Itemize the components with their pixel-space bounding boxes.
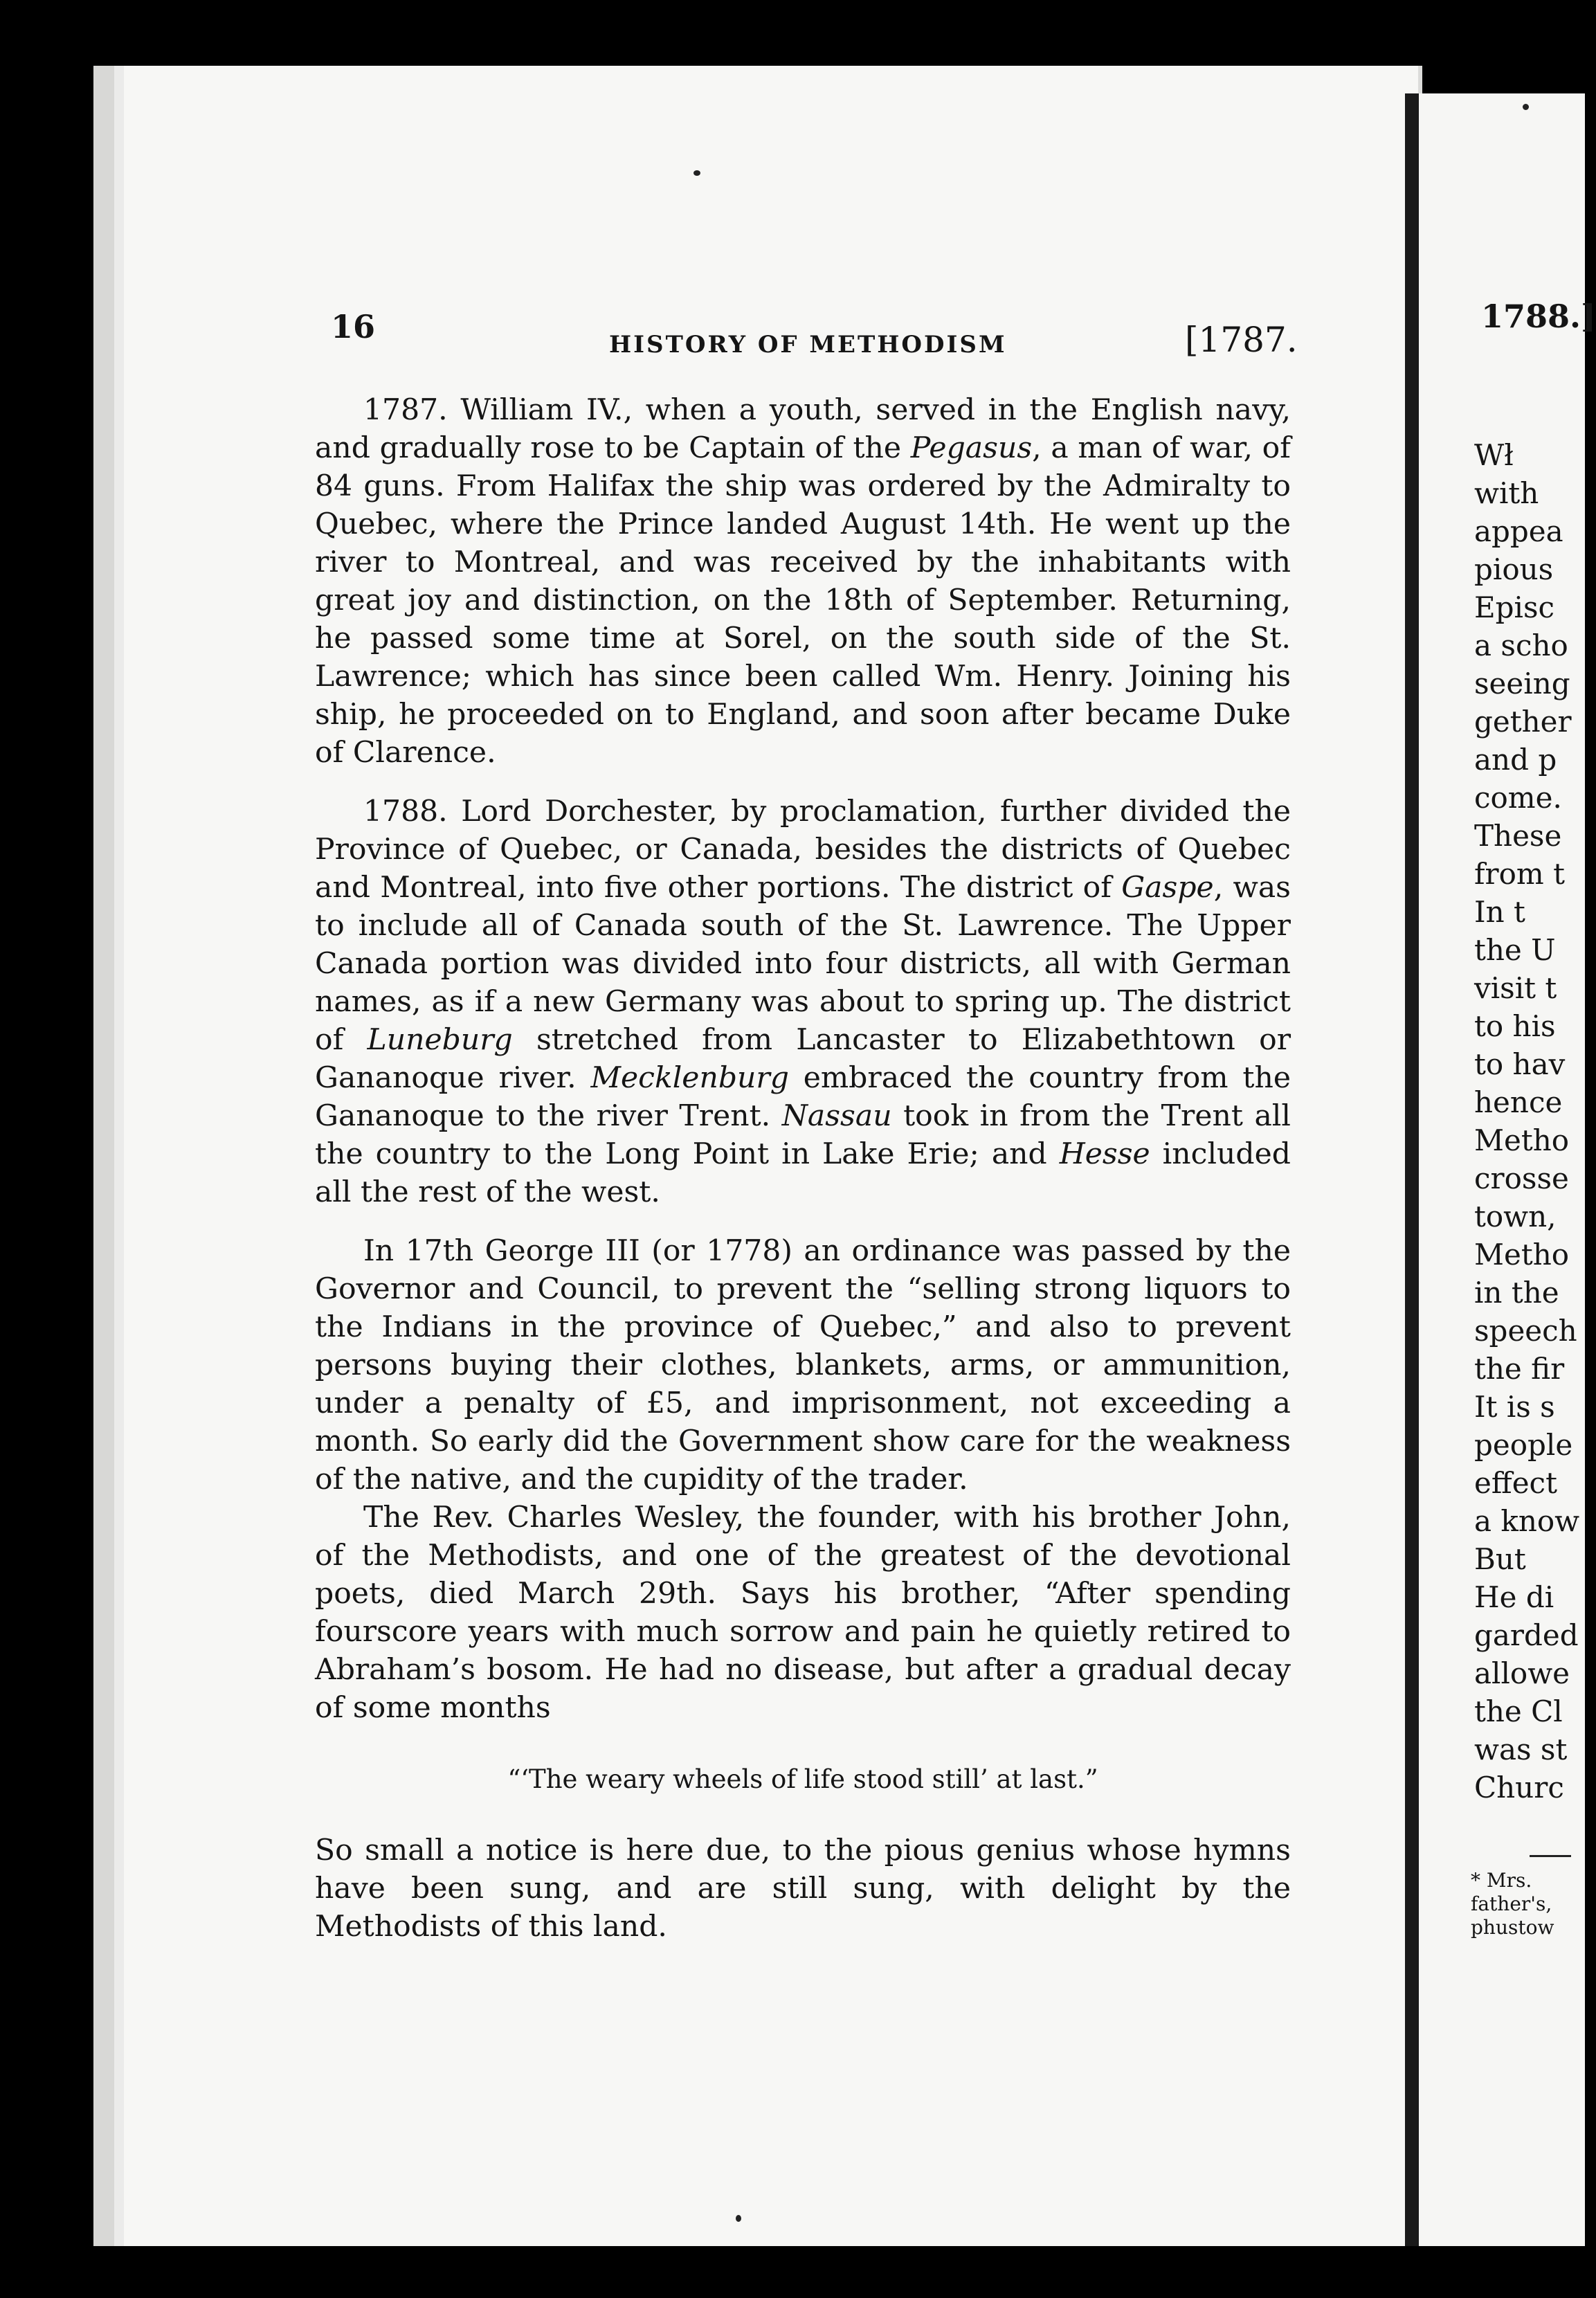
right-page-footnote: * Mrs. father's, phustow — [1471, 1869, 1554, 1939]
page-number: 16 — [331, 308, 376, 345]
footnote-rule — [1530, 1855, 1571, 1857]
block-quote: “‘The weary wheels of life stood still’ at last.” — [507, 1764, 1098, 1794]
speck — [693, 170, 700, 176]
paragraph: 1788. Lord Dorchester, by proclamation, further divided the Province of Quebec, or Canada, besides the districts of Quebec and Montreal, into five other portions. The district of Gaspe, was to include all of Canada south of the St. Lawrence. The Upper Canada portion was divided into four districts, all with German names, as if a new Germany was about to spring up. The district of Luneburg stretched from Lancaster to Elizabethtown or Gananoque river. Mecklenburg embraced the country from the Gananoque to the river Trent. Nassau took in from the Trent all the country to the Long Point in Lake Erie; and Hesse included all the rest of the west. — [315, 795, 1291, 1209]
right-running-year: 1788.] — [1481, 298, 1596, 335]
page-body — [315, 391, 1291, 1946]
paragraph: 1787. William IV., when a youth, served in the English navy, and gradually rose to be Captain of the Pegasus, a man of war, of 84 guns. From Halifax the ship was ordered by the Admiralty to Quebec, where the Prince landed August 14th. He went up the river to Montreal, and was received by the inhabitants with great joy and distinction, on the 18th of September. Returning, he passed some time at Sorel, on the south side of the St. Lawrence; which has since been called Wm. Henry. Joining his ship, he proceeded on to England, and soon after became Duke of Clarence. — [315, 393, 1291, 770]
right-page-fragments: Wł with appea pious Episc a scho seeing gether and p come. These from t In t the U visit t to his to hav hence Metho crosse town, Metho in the speech the fir It is s people effect a know But He di garded allowe the Cl was st Churc — [1474, 438, 1580, 1804]
speck — [736, 2215, 741, 2222]
speck — [1523, 104, 1529, 110]
paragraph: The Rev. Charles Wesley, the founder, with his brother John, of the Methodists, and one of the greatest of the devotional poets, died March 29th. Says his brother, “After spending fourscore years with much sorrow and pain he quietly retired to Abraham’s bosom. He had no disease, but after a gradual decay of some months — [315, 1501, 1291, 1725]
running-title: HISTORY OF METHODISM — [609, 331, 1007, 359]
closing-paragraph: So small a notice is here due, to the pious genius whose hymns have been sung, and are still sung, with delight by the Methodists of this land. — [315, 1834, 1291, 1944]
running-year: [1787. — [1185, 320, 1298, 360]
paragraph: In 17th George III (or 1778) an ordinance was passed by the Governor and Council, to prevent the “selling strong liquors to the Indians in the province of Quebec,” and also to prevent persons buying their clothes, blankets, arms, or ammunition, under a penalty of £5, and imprisonment, not exceeding a month. So early did the Government show care for the weakness of the native, and the cupidity of the trader. — [315, 1234, 1291, 1496]
